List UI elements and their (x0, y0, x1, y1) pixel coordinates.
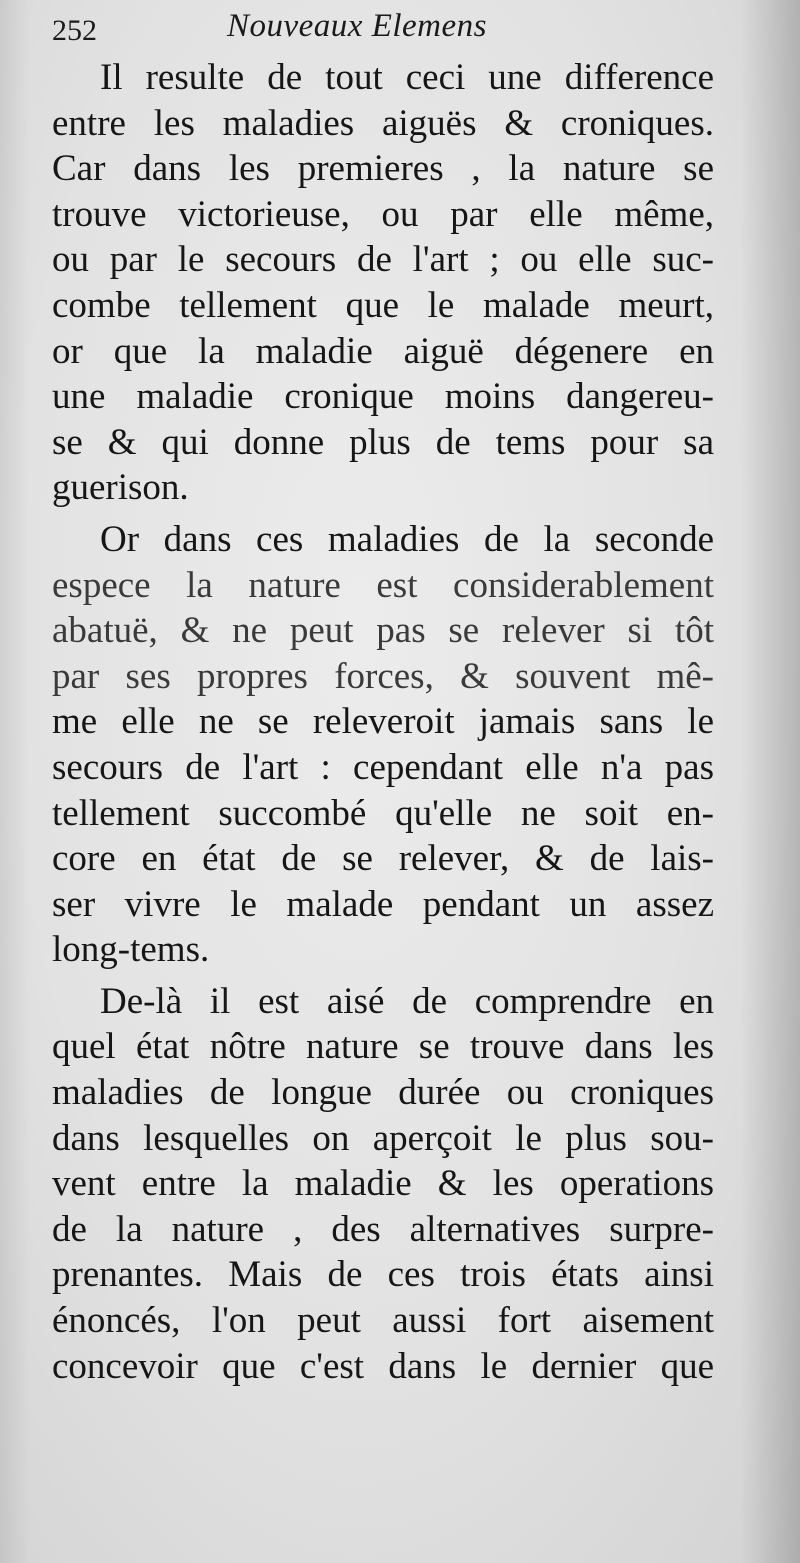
text-line: maladies de longue durée ou croniques (52, 1072, 714, 1114)
text-line: abatuë, & ne peut pas se relever si tôt (52, 610, 714, 652)
text-line: core en état de se relever, & de lais- (52, 838, 714, 880)
text-line: ou par le secours de l'art ; ou elle suc- (52, 239, 714, 281)
text-line: vent entre la maladie & les operations (52, 1163, 714, 1205)
text-line: combe tellement que le malade meurt, (52, 284, 714, 326)
text-line: guerison. (52, 467, 189, 509)
text-line: or que la maladie aiguë dégenere en (52, 330, 714, 372)
running-title: Nouveaux Elemens (227, 8, 487, 44)
body-text (52, 55, 714, 1389)
text-line: ser vivre le malade pendant un assez (52, 883, 714, 925)
text-line: par ses propres forces, & souvent mê- (52, 655, 714, 697)
text-line: Il resulte de tout ceci une difference (100, 57, 714, 98)
text-line: concevoir que c'est dans le dernier que (52, 1345, 714, 1387)
paragraph-1 (52, 55, 714, 511)
text-line: trouve victorieuse, ou par elle même, (52, 193, 714, 235)
text-line: De-là il est aisé de comprendre en (100, 980, 714, 1022)
text-line: Or dans ces maladies de la seconde (100, 518, 714, 560)
text-line: tellement succombé qu'elle ne soit en- (52, 792, 714, 834)
page-number: 252 (52, 14, 97, 47)
text-line: long-tems. (52, 929, 210, 971)
text-line: une maladie cronique moins dangereu- (52, 376, 714, 418)
page-gutter-shadow (0, 0, 30, 1563)
page-edge-shadow (740, 0, 800, 1563)
text-line: énoncés, l'on peut aussi fort aisement (52, 1300, 714, 1342)
text-line: dans lesquelles on aperçoit le plus sou- (52, 1117, 714, 1159)
text-line: secours de l'art : cependant elle n'a pas (52, 746, 714, 788)
text-line: entre les maladies aiguës & croniques. (52, 102, 714, 144)
page-header (52, 8, 722, 50)
text-line: prenantes. Mais de ces trois états ainsi (52, 1254, 714, 1296)
text-line: se & qui donne plus de tems pour sa (52, 421, 714, 463)
text-line: quel état nôtre nature se trouve dans les (52, 1026, 714, 1068)
paragraph-2 (52, 517, 714, 973)
text-line: Car dans les premieres , la nature se (52, 148, 714, 190)
paragraph-3 (52, 979, 714, 1389)
text-line: espece la nature est considerablement (52, 564, 714, 606)
text-line: me elle ne se releveroit jamais sans le (52, 701, 714, 743)
text-line: de la nature , des alternatives surpre- (52, 1208, 714, 1250)
